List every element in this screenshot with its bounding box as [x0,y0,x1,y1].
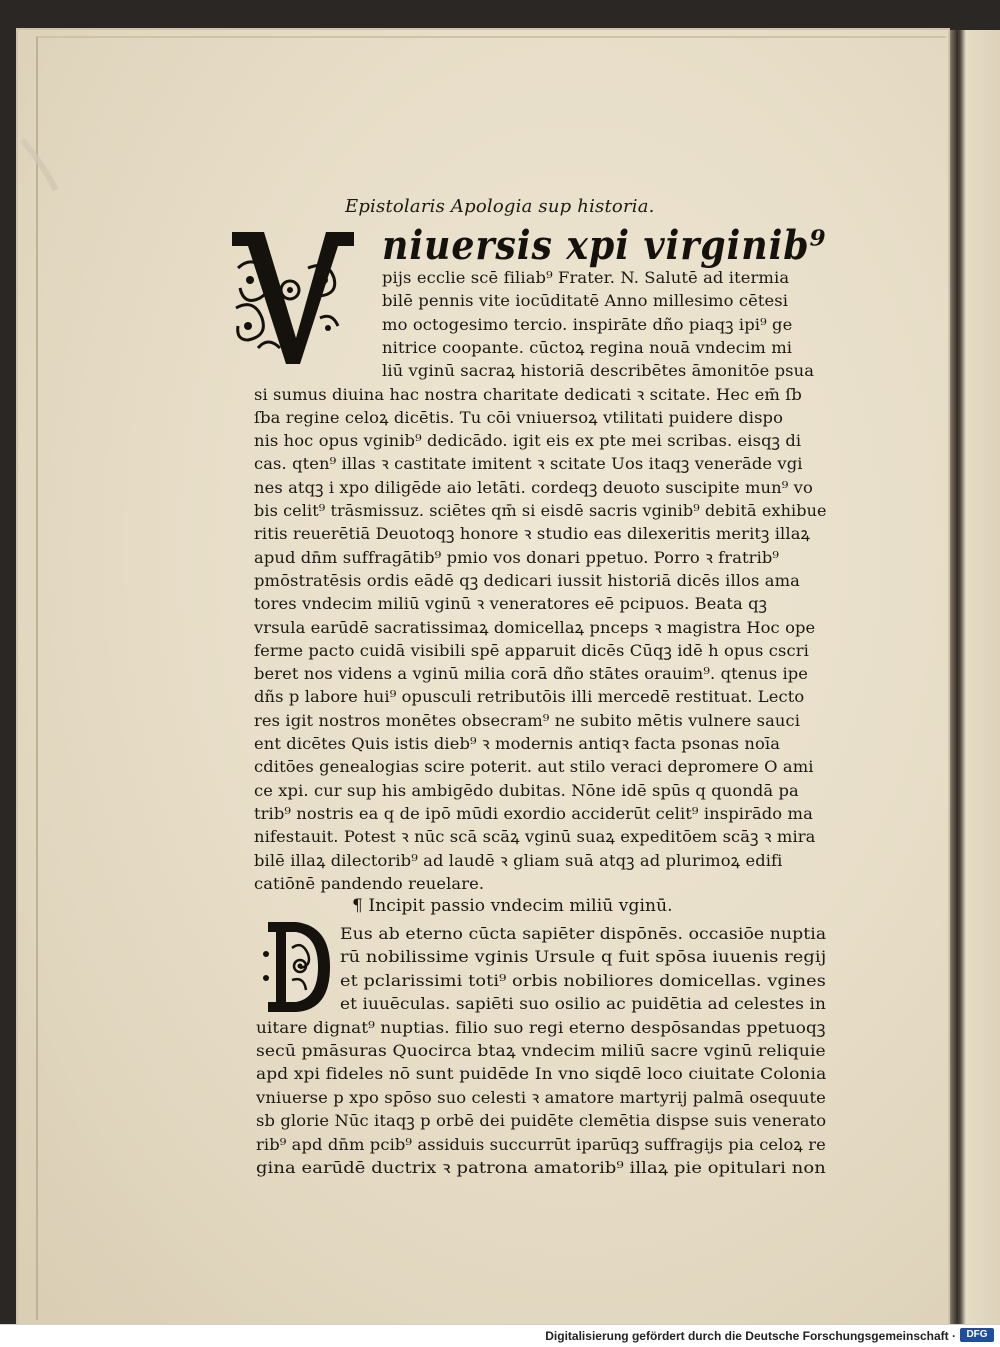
passio-line: gina earūdē ductrix ꝛ patrona amatorib⁹ illaꝝ pie opitulari non [256,1158,826,1177]
prologue-line: bilē illaꝝ dilectorib⁹ ad laudē ꝛ gliam suā atqꝫ ad plurimoꝝ edifi [254,850,783,870]
passio-line: et iuuēculas. sapiēti suo osilio ac puidētia ad celestes in [340,994,826,1014]
prologue-line: tores vndecim miliū vginū ꝛ veneratores eē pcipuos. Beata qꝫ [254,594,768,614]
prologue-line: bilē pennis vite iocūditatē Anno millesimo cētesi [382,291,789,311]
prologue-line: cas. qten⁹ illas ꝛ castitate imitent ꝛ scitate Uos itaqꝫ venerāde vgi [254,454,803,474]
passio-line: rib⁹ apd dn̄m pcib⁹ assiduis succurrūt iparūqꝫ suffragijs pia celoꝝ re [256,1134,826,1154]
prologue-line: apud dn̄m suffragātib⁹ pmio vos donari ppetuo. Porro ꝛ fratrib⁹ [254,547,780,567]
prologue-line: si sumus diuina hac nostra charitate dedicati ꝛ scitate. Hec em̄ ſb [254,384,802,404]
prologue-line: ferme pacto cuidā visibili spē apparuit dicēs Cūqꝫ idē h opus cscri [254,640,809,660]
prologue-line: beret nos videns a vginū milia corā dño stātes orauim⁹. qtenus ipe [254,664,809,684]
prologue-line: pijs ecclie scē filiab⁹ Frater. N. Salutē ad itermia [382,268,790,287]
opening-line: niuersis xpi virginib⁹ [382,222,827,269]
dfg-logo: DFG [960,1328,994,1342]
passio-line: vniuerse p xpo spōso suo celesti ꝛ amatore martyrij palmā osequute [256,1087,826,1107]
passio-line: secū pmāsuras Quocirca btaꝝ vndecim miliū sacre vginū reliquie [256,1041,826,1060]
prologue-line: mo octogesimo tercio. inspirāte dño piaqꝫ ipi⁹ ge [382,314,793,334]
passio-line: Eus ab eterno cūcta sapiēter dispōnēs. occasiōe nuptia [340,924,827,943]
prologue-line: bis celit⁹ trāsmissuz. sciētes qm̄ si eisdē sacris vginib⁹ debitā exhibue [254,501,827,520]
prologue-line: vrsula earūdē sacratissimaꝝ domicellaꝝ pnceps ꝛ magistra Hoc ope [254,617,816,637]
prologue-line: ent dicētes Quis istis dieb⁹ ꝛ modernis antiqꝛ facta psonas noīa [254,734,781,753]
passio-line: sb glorie Nūc itaqꝫ p orbē dei puidēte clemētia dispse suis venerato [256,1111,827,1131]
prologue-line: liū vginū sacraꝝ historiā describētes āmonitōe psua [382,361,815,381]
prologue-line: nifestauit. Potest ꝛ nūc scā scāꝝ vginū suaꝝ expeditōem scāꝫ ꝛ mira [254,827,816,847]
page-heading: Epistolaris Apologia sup historia. [345,196,655,217]
prologue-line: ſba regine celoꝝ dicētis. Tu cōi vniuersoꝝ vtilitati puidere dispo [254,407,784,427]
prologue-line: ce xpi. cur sup his ambigēdo dubitas. Nōne idē spūs q quondā pa [254,780,799,800]
decorated-initial-v-icon [228,228,358,368]
prologue-line: trib⁹ nostris ea q de ipō mūdi exordio acciderūt celit⁹ inspirādo ma [254,803,813,823]
prologue-line: pmōstratēsis ordis eādē qꝫ dedicari iussit historiā dicēs illos ama [254,570,800,590]
funding-credit: Digitalisierung gefördert durch die Deutsche Forschungsgemeinschaft · [545,1329,956,1343]
decorated-initial-d-icon [262,918,334,1016]
prologue-line: catiōnē pandendo reuelare. [254,873,485,893]
passio-line: apd xpi fideles nō sunt puidēde In vno siqdē loco ciuitate Colonia [256,1064,827,1084]
binding-tab [20,130,60,200]
incipit-rubric: ¶ Incipit passio vndecim miliū vginū. [352,896,673,916]
passio-line: uitare dignat⁹ nuptias. filio suo regi eterno despōsandas ppetuoqꝫ [256,1017,826,1037]
prologue-line: cditōes genealogias scire poterit. aut stilo veraci depromere O ami [254,757,814,777]
facing-page-edge [956,30,1000,1325]
prologue-line: nes atqꝫ i xpo diligēde aio letāti. cordeqꝫ deuoto suscipite mun⁹ vo [254,477,813,497]
passio-line: rū nobilissime vginis Ursule q fuit spōsa iuuenis regij [340,947,827,967]
prologue-line: dñs p labore hui⁹ opusculi retributōis illi mercedē restituat. Lecto [254,687,805,707]
prologue-line: res igit nostros monētes obsecram⁹ ne subito mētis vulnere sauci [254,710,801,730]
prologue-line: nis hoc opus vginib⁹ dedicādo. igit eis ex pte mei scribas. eisqꝫ di [254,431,802,451]
passio-line: et pclarissimi toti⁹ orbis nobiliores domicellas. vgines [340,970,826,990]
prologue-line: nitrice coopante. cūctoꝝ regina nouā vndecim mi [382,337,793,357]
prologue-line: ritis reuerētiā Deuotoqꝫ honore ꝛ studio eas dilexeritis meritꝫ illaꝝ [254,524,811,544]
